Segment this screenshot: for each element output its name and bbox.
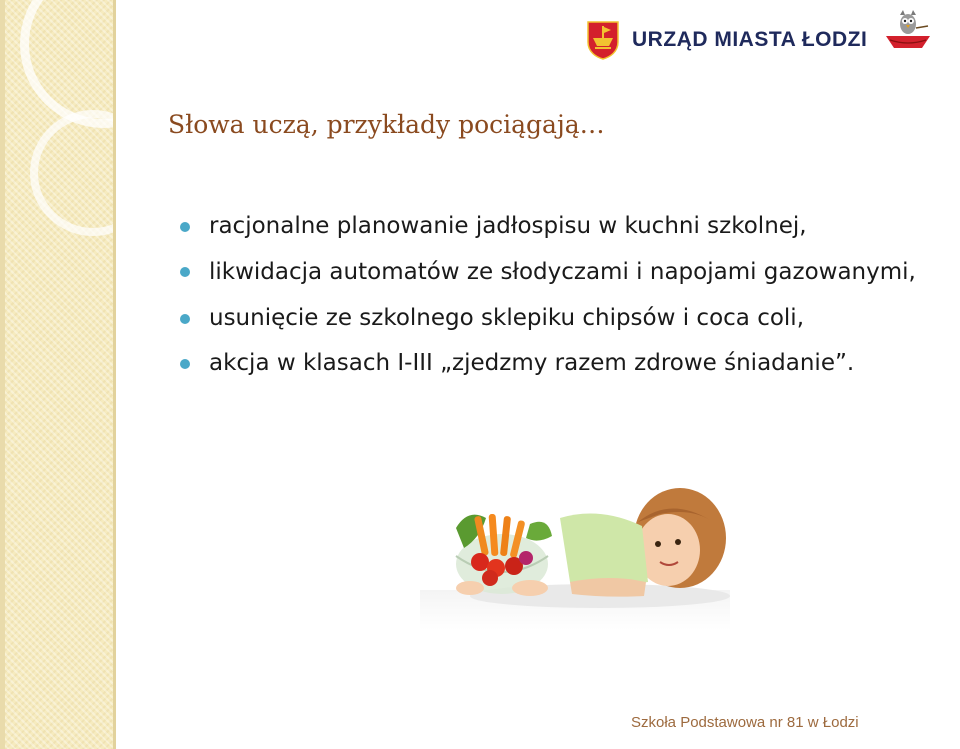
bullet-dot-icon xyxy=(180,314,190,324)
bullet-text: likwidacja automatów ze słodyczami i napojami gazowanymi, xyxy=(209,259,916,285)
bullet-item xyxy=(180,344,960,382)
bullet-item xyxy=(180,299,960,337)
logo-text: URZĄD MIASTA ŁODZI xyxy=(632,28,868,51)
slide-title: Słowa uczą, przykłady pociągają… xyxy=(168,110,605,139)
bullet-text: racjonalne planowanie jadłospisu w kuchni szkolnej, xyxy=(209,213,807,239)
bullet-text: usunięcie ze szkolnego sklepiku chipsów i coca coli, xyxy=(209,305,805,331)
bullet-dot-icon xyxy=(180,222,190,232)
sidebar-shade xyxy=(0,0,5,749)
decorative-sidebar xyxy=(0,0,113,749)
bullet-item xyxy=(180,207,960,245)
bullet-text: akcja w klasach I-III „zjedzmy razem zdrowe śniadanie”. xyxy=(209,350,855,376)
bullet-dot-icon xyxy=(180,359,190,369)
decorative-ring xyxy=(20,0,188,128)
bullet-dot-icon xyxy=(180,267,190,277)
sidebar-edge xyxy=(113,0,116,749)
footer-text: Szkoła Podstawowa nr 81 w Łodzi xyxy=(631,714,859,731)
city-hall-logo xyxy=(586,20,867,60)
lodz-crest-icon xyxy=(586,20,620,60)
bullet-list xyxy=(180,207,960,389)
decorative-ring xyxy=(30,110,156,236)
owl-boat-icon xyxy=(882,6,934,56)
child-with-vegetables-photo xyxy=(420,478,730,630)
bullet-item xyxy=(180,252,960,292)
